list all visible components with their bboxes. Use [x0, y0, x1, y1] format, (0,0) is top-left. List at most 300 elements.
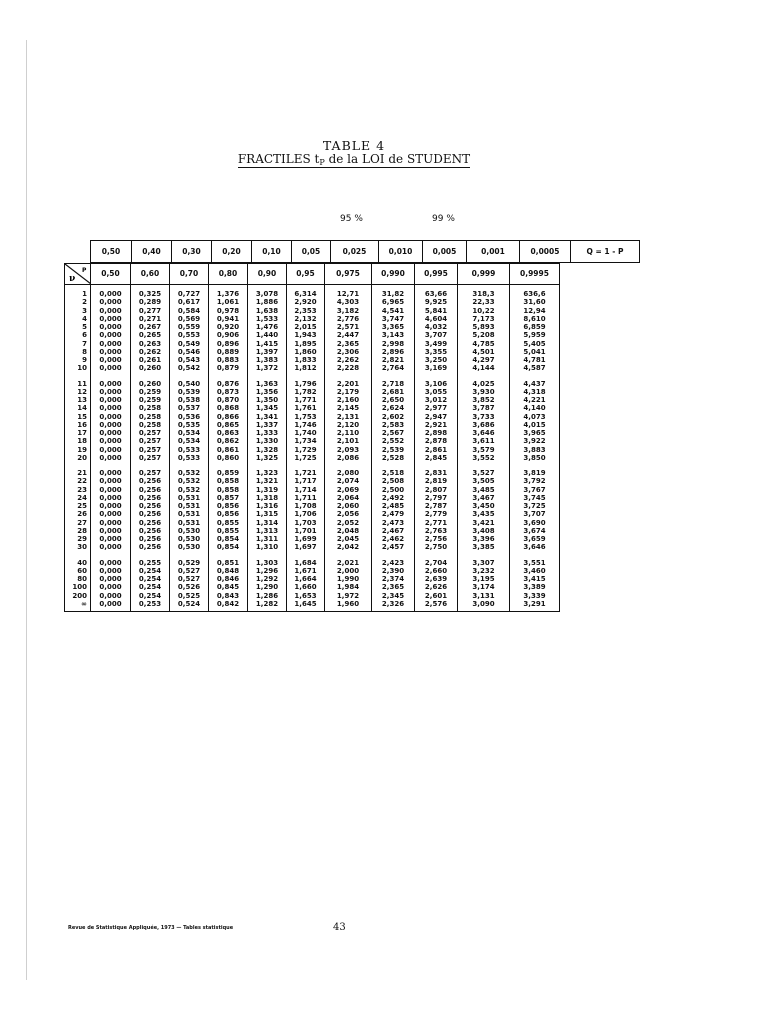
fractile-cell: 0,000 [91, 502, 131, 510]
fractile-cell: 2,447 [325, 331, 372, 339]
fractile-cell: 0,000 [91, 285, 131, 299]
page-margin-rule [26, 40, 27, 980]
fractile-cell: 3,707 [415, 331, 458, 339]
p-header-cell: 0,975 [325, 264, 372, 285]
fractile-cell: 0,856 [209, 510, 248, 518]
fractile-cell: 1,701 [287, 527, 325, 535]
degrees-of-freedom-cell: 6 [65, 331, 91, 339]
fractile-cell: 0,000 [91, 437, 131, 445]
q-header-row [91, 241, 640, 263]
table-row [65, 331, 560, 339]
fractile-cell: 0,000 [91, 510, 131, 518]
q-header-cell: 0,40 [132, 241, 172, 263]
fractile-cell: 0,863 [209, 429, 248, 437]
fractile-cell: 0,254 [131, 575, 170, 583]
fractile-cell: 1,476 [248, 323, 287, 331]
fractile-cell: 0,845 [209, 583, 248, 591]
fractile-cell: 2,898 [415, 429, 458, 437]
fractile-cell: 1,376 [209, 285, 248, 299]
fractile-cell: 4,032 [415, 323, 458, 331]
subtitle-subscript: P [319, 158, 325, 167]
fractile-cell: 4,587 [510, 364, 560, 372]
fractile-cell: 1,337 [248, 421, 287, 429]
degrees-of-freedom-cell: 13 [65, 396, 91, 404]
p-header-cell: 0,95 [287, 264, 325, 285]
fractile-cell: 3,922 [510, 437, 560, 445]
fractile-cell: 1,318 [248, 494, 287, 502]
fractile-cell: 31,60 [510, 298, 560, 306]
fractile-cell: 3,182 [325, 307, 372, 315]
fractile-cell: 3,883 [510, 446, 560, 454]
fractile-cell: 1,796 [287, 373, 325, 388]
fractile-cell: 0,543 [170, 356, 209, 364]
fractile-cell: 2,779 [415, 510, 458, 518]
subtitle-suffix: de la LOI de STUDENT [324, 152, 471, 166]
fractile-cell: 0,842 [209, 600, 248, 612]
fractile-cell: 0,256 [131, 510, 170, 518]
fractile-cell: 2,750 [415, 543, 458, 551]
fractile-cell: 1,664 [287, 575, 325, 583]
fractile-cell: 2,021 [325, 552, 372, 567]
fractile-cell: 2,110 [325, 429, 372, 437]
fractile-cell: 0,876 [209, 373, 248, 388]
fractile-cell: 1,282 [248, 600, 287, 612]
fractile-cell: 0,000 [91, 519, 131, 527]
fractile-cell: 3,485 [458, 486, 510, 494]
table-row [65, 429, 560, 437]
fractile-cell: 4,604 [415, 315, 458, 323]
fractile-cell: 2,583 [372, 421, 415, 429]
fractile-cell: 1,311 [248, 535, 287, 543]
fractile-cell: 0,533 [170, 454, 209, 462]
fractile-cell: 4,501 [458, 348, 510, 356]
fractile-cell: 0,549 [170, 340, 209, 348]
degrees-of-freedom-cell: 20 [65, 454, 91, 462]
fractile-cell: 10,22 [458, 307, 510, 315]
fractile-cell: 0,257 [131, 446, 170, 454]
table-row [65, 323, 560, 331]
fractile-cell: 3,611 [458, 437, 510, 445]
fractile-cell: 0,000 [91, 592, 131, 600]
fractile-cell: 0,537 [170, 404, 209, 412]
degrees-of-freedom-cell: 25 [65, 502, 91, 510]
fractile-cell: 1,315 [248, 510, 287, 518]
fractile-cell: 3,792 [510, 477, 560, 485]
fractile-cell: 1,746 [287, 421, 325, 429]
fractile-cell: 2,861 [415, 446, 458, 454]
degrees-of-freedom-cell: 28 [65, 527, 91, 535]
table-row [65, 315, 560, 323]
fractile-cell: 1,886 [248, 298, 287, 306]
fractile-cell: 0,000 [91, 454, 131, 462]
fractile-cell: 2,704 [415, 552, 458, 567]
p-header-cell: 0,990 [372, 264, 415, 285]
q-header-table [90, 240, 640, 263]
fractile-cell: 0,000 [91, 446, 131, 454]
degrees-of-freedom-cell: 18 [65, 437, 91, 445]
fractile-cell: 1,714 [287, 486, 325, 494]
p-header-cell: 0,995 [415, 264, 458, 285]
table-row [65, 404, 560, 412]
fractile-cell: 0,000 [91, 323, 131, 331]
degrees-of-freedom-cell: 23 [65, 486, 91, 494]
fractile-cell: 1,703 [287, 519, 325, 527]
fractile-cell: 3,527 [458, 462, 510, 477]
q-label-cell: Q = 1 - P [571, 241, 640, 263]
fractile-cell: 0,906 [209, 331, 248, 339]
fractile-cell: 0,529 [170, 552, 209, 567]
degrees-of-freedom-cell: 15 [65, 413, 91, 421]
fractile-cell: 0,858 [209, 486, 248, 494]
fractile-cell: 4,318 [510, 388, 560, 396]
fractile-cell: 2,576 [415, 600, 458, 612]
fractile-cell: 2,131 [325, 413, 372, 421]
fractile-cell: 1,286 [248, 592, 287, 600]
fractile-cell: 1,753 [287, 413, 325, 421]
fractile-cell: 1,740 [287, 429, 325, 437]
q-header-cell: 0,50 [91, 241, 132, 263]
fractile-cell: 1,990 [325, 575, 372, 583]
fractile-cell: 2,921 [415, 421, 458, 429]
fractile-cell: 0,258 [131, 404, 170, 412]
fractile-cell: 5,893 [458, 323, 510, 331]
fractile-cell: 2,201 [325, 373, 372, 388]
fractile-cell: 0,851 [209, 552, 248, 567]
fractile-cell: 3,579 [458, 446, 510, 454]
fractile-cell: 0,000 [91, 364, 131, 372]
fractile-cell: 4,221 [510, 396, 560, 404]
fractile-cell: 1,717 [287, 477, 325, 485]
fractile-cell: 1,671 [287, 567, 325, 575]
fractile-cell: 3,552 [458, 454, 510, 462]
table-row [65, 454, 560, 462]
fractile-cell: 2,069 [325, 486, 372, 494]
fractile-cell: 2,457 [372, 543, 415, 551]
fractile-cell: 3,415 [510, 575, 560, 583]
q-header-cell: 0,010 [379, 241, 423, 263]
fractile-cell: 0,534 [170, 429, 209, 437]
fractile-cell: 3,725 [510, 502, 560, 510]
fractile-cell: 3,339 [510, 592, 560, 600]
fractile-cell: 2,326 [372, 600, 415, 612]
table-row [65, 494, 560, 502]
fractile-cell: 2,132 [287, 315, 325, 323]
table-row [65, 446, 560, 454]
degrees-of-freedom-cell: 30 [65, 543, 91, 551]
percent-95-label: 95 % [340, 214, 363, 224]
degrees-of-freedom-cell: 29 [65, 535, 91, 543]
fractile-cell: 0,530 [170, 543, 209, 551]
fractile-cell: 1,708 [287, 502, 325, 510]
fractile-cell: 1,310 [248, 543, 287, 551]
fractile-cell: 63,66 [415, 285, 458, 299]
fractile-cell: 0,000 [91, 331, 131, 339]
fractile-cell: 0,000 [91, 396, 131, 404]
fractile-cell: 2,423 [372, 552, 415, 567]
fractile-cell: 2,120 [325, 421, 372, 429]
fractile-cell: 0,000 [91, 388, 131, 396]
fractile-cell: 0,531 [170, 502, 209, 510]
fractile-cell: 2,681 [372, 388, 415, 396]
q-header-cell: 0,001 [467, 241, 520, 263]
fractile-cell: 1,734 [287, 437, 325, 445]
fractile-cell: 0,857 [209, 494, 248, 502]
fractile-cell: 0,539 [170, 388, 209, 396]
degrees-of-freedom-cell: 16 [65, 421, 91, 429]
degrees-of-freedom-cell: 9 [65, 356, 91, 364]
degrees-of-freedom-cell: 12 [65, 388, 91, 396]
fractile-cell: 2,763 [415, 527, 458, 535]
fractile-cell: 0,865 [209, 421, 248, 429]
fractile-cell: 0,000 [91, 494, 131, 502]
degrees-of-freedom-cell: 40 [65, 552, 91, 567]
fractile-cell: 4,303 [325, 298, 372, 306]
fractile-cell: 0,870 [209, 396, 248, 404]
fractile-cell: 2,093 [325, 446, 372, 454]
corner-nu-label: ν [69, 274, 76, 284]
fractile-cell: 0,530 [170, 527, 209, 535]
fractile-cell: 1,812 [287, 364, 325, 372]
fractile-cell: 3,365 [372, 323, 415, 331]
degrees-of-freedom-cell: 24 [65, 494, 91, 502]
fractile-cell: 0,530 [170, 535, 209, 543]
fractile-cell: 1,316 [248, 502, 287, 510]
fractile-cell: 0,000 [91, 348, 131, 356]
fractile-cell: 1,328 [248, 446, 287, 454]
fractile-cell: 0,873 [209, 388, 248, 396]
table-row [65, 510, 560, 518]
degrees-of-freedom-cell: 26 [65, 510, 91, 518]
fractile-cell: 1,706 [287, 510, 325, 518]
table-row [65, 421, 560, 429]
fractile-cell: 1,303 [248, 552, 287, 567]
fractile-cell: 0,855 [209, 527, 248, 535]
fractile-cell: 3,852 [458, 396, 510, 404]
table-row [65, 388, 560, 396]
fractile-cell: 0,553 [170, 331, 209, 339]
fractile-cell: 1,761 [287, 404, 325, 412]
fractile-cell: 3,385 [458, 543, 510, 551]
q-header-cell: 0,20 [212, 241, 252, 263]
fractile-cell: 2,977 [415, 404, 458, 412]
fractile-cell: 2,567 [372, 429, 415, 437]
fractile-cell: 4,140 [510, 404, 560, 412]
nu-p-corner-cell [65, 264, 91, 285]
fractile-cell: 0,260 [131, 364, 170, 372]
table-row [65, 413, 560, 421]
fractile-cell: 2,080 [325, 462, 372, 477]
fractile-cell: 0,000 [91, 535, 131, 543]
fractile-cell: 0,525 [170, 592, 209, 600]
fractile-cell: 3,106 [415, 373, 458, 388]
p-header-cell: 0,80 [209, 264, 248, 285]
fractile-cell: 1,972 [325, 592, 372, 600]
fractile-cell: 3,232 [458, 567, 510, 575]
degrees-of-freedom-cell: 2 [65, 298, 91, 306]
fractile-cell: 2,920 [287, 298, 325, 306]
fractile-cell: 8,610 [510, 315, 560, 323]
table-row [65, 396, 560, 404]
fractile-cell: 0,533 [170, 446, 209, 454]
fractile-cell: 0,584 [170, 307, 209, 315]
fractile-cell: 1,697 [287, 543, 325, 551]
fractile-cell: 0,727 [170, 285, 209, 299]
fractile-cell: 3,055 [415, 388, 458, 396]
fractile-cell: 2,771 [415, 519, 458, 527]
fractile-cell: 2,831 [415, 462, 458, 477]
fractile-cell: 0,531 [170, 510, 209, 518]
table-row [65, 437, 560, 445]
fractile-cell: 1,061 [209, 298, 248, 306]
fractile-cell: 1,397 [248, 348, 287, 356]
fractile-cell: 2,473 [372, 519, 415, 527]
fractile-cell: 2,845 [415, 454, 458, 462]
fractile-cell: 1,684 [287, 552, 325, 567]
fractile-cell: 1,330 [248, 437, 287, 445]
fractile-cell: 2,374 [372, 575, 415, 583]
table-row [65, 356, 560, 364]
p-header-cell: 0,70 [170, 264, 209, 285]
table-row [65, 519, 560, 527]
fractile-cell: 2,064 [325, 494, 372, 502]
subtitle-prefix: FRACTILES t [237, 152, 320, 166]
degrees-of-freedom-cell: 27 [65, 519, 91, 527]
fractile-cell: 3,505 [458, 477, 510, 485]
fractile-cell: 0,531 [170, 519, 209, 527]
table-row [65, 307, 560, 315]
table-row [65, 543, 560, 551]
fractile-cell: 0,532 [170, 462, 209, 477]
fractile-cell: 0,257 [131, 454, 170, 462]
fractile-cell: 0,256 [131, 527, 170, 535]
fractile-cell: 4,144 [458, 364, 510, 372]
table-row [65, 552, 560, 567]
fractile-cell: 1,325 [248, 454, 287, 462]
fractile-cell: 31,82 [372, 285, 415, 299]
fractile-cell: 0,854 [209, 535, 248, 543]
fractile-cell: 1,833 [287, 356, 325, 364]
fractile-cell: 3,850 [510, 454, 560, 462]
table-row [65, 567, 560, 575]
fractile-cell: 0,000 [91, 477, 131, 485]
fractile-cell: 4,541 [372, 307, 415, 315]
fractile-cell: 0,868 [209, 404, 248, 412]
fractile-cell: 2,624 [372, 404, 415, 412]
fractile-cell: 6,965 [372, 298, 415, 306]
fractile-cell: 0,254 [131, 592, 170, 600]
fractile-cell: 0,256 [131, 486, 170, 494]
fractile-cell: 0,524 [170, 600, 209, 612]
fractile-cell: 0,255 [131, 552, 170, 567]
p-header-cell: 0,9995 [510, 264, 560, 285]
fractile-cell: 2,896 [372, 348, 415, 356]
fractile-cell: 1,363 [248, 373, 287, 388]
fractile-cell: 2,718 [372, 373, 415, 388]
fractile-cell: 3,460 [510, 567, 560, 575]
table-row [65, 348, 560, 356]
fractile-cell: 0,000 [91, 543, 131, 551]
fractile-cell: 3,499 [415, 340, 458, 348]
fractile-cell: 2,518 [372, 462, 415, 477]
fractile-cell: 0,325 [131, 285, 170, 299]
fractile-cell: 0,258 [131, 421, 170, 429]
fractile-cell: 3,551 [510, 552, 560, 567]
fractile-cell: 0,000 [91, 583, 131, 591]
fractile-cell: 2,052 [325, 519, 372, 527]
fractile-cell: 0,000 [91, 486, 131, 494]
fractile-cell: 2,000 [325, 567, 372, 575]
fractile-cell: 5,841 [415, 307, 458, 315]
q-header-cell: 0,005 [423, 241, 467, 263]
fractile-cell: 3,965 [510, 429, 560, 437]
fractile-cell: 1,960 [325, 600, 372, 612]
fractile-cell: 0,883 [209, 356, 248, 364]
fractile-cell: 0,000 [91, 462, 131, 477]
fractile-cell: 0,526 [170, 583, 209, 591]
fractile-cell: 3,174 [458, 583, 510, 591]
degrees-of-freedom-cell: 19 [65, 446, 91, 454]
fractile-cell: 1,725 [287, 454, 325, 462]
fractile-cell: 2,365 [372, 583, 415, 591]
fractile-cell: 2,821 [372, 356, 415, 364]
fractile-cell: 0,000 [91, 575, 131, 583]
fractile-cell: 2,639 [415, 575, 458, 583]
fractile-cell: 0,859 [209, 462, 248, 477]
fractile-cell: 1,440 [248, 331, 287, 339]
table-row [65, 298, 560, 306]
fractile-cell: 7,173 [458, 315, 510, 323]
fractile-cell: 1,290 [248, 583, 287, 591]
fractile-cell: 2,160 [325, 396, 372, 404]
fractile-cell: 0,277 [131, 307, 170, 315]
table-row [65, 477, 560, 485]
fractile-cell: 0,257 [131, 437, 170, 445]
degrees-of-freedom-cell: 4 [65, 315, 91, 323]
fractile-cell: 0,861 [209, 446, 248, 454]
fractile-cell: 1,660 [287, 583, 325, 591]
table-row [65, 583, 560, 591]
fractile-cell: 318,3 [458, 285, 510, 299]
fractile-cell: 1,895 [287, 340, 325, 348]
fractile-cell: 0,000 [91, 340, 131, 348]
fractile-cell: 0,257 [131, 462, 170, 477]
fractile-cell: 4,297 [458, 356, 510, 364]
p-header-row [65, 264, 560, 285]
fractile-cell: 2,528 [372, 454, 415, 462]
fractile-cell: 0,000 [91, 373, 131, 388]
fractile-cell: 0,000 [91, 307, 131, 315]
fractile-cell: 2,601 [415, 592, 458, 600]
fractile-cell: 0,254 [131, 583, 170, 591]
table-row [65, 462, 560, 477]
fractile-cell: 6,859 [510, 323, 560, 331]
fractile-cell: 0,846 [209, 575, 248, 583]
fractile-cell: 1,943 [287, 331, 325, 339]
fractile-cell: 1,333 [248, 429, 287, 437]
fractile-cell: 3,747 [372, 315, 415, 323]
p-header-cell: 0,90 [248, 264, 287, 285]
q-header-cell: 0,025 [331, 241, 379, 263]
degrees-of-freedom-cell: 200 [65, 592, 91, 600]
fractile-cell: 0,256 [131, 477, 170, 485]
table-title: TABLE 4 [322, 138, 386, 153]
fractile-cell: 2,878 [415, 437, 458, 445]
fractile-cell: 1,321 [248, 477, 287, 485]
fractile-cell: 2,602 [372, 413, 415, 421]
fractile-cell: 0,542 [170, 364, 209, 372]
fractile-cell: 2,650 [372, 396, 415, 404]
fractile-cell: 636,6 [510, 285, 560, 299]
